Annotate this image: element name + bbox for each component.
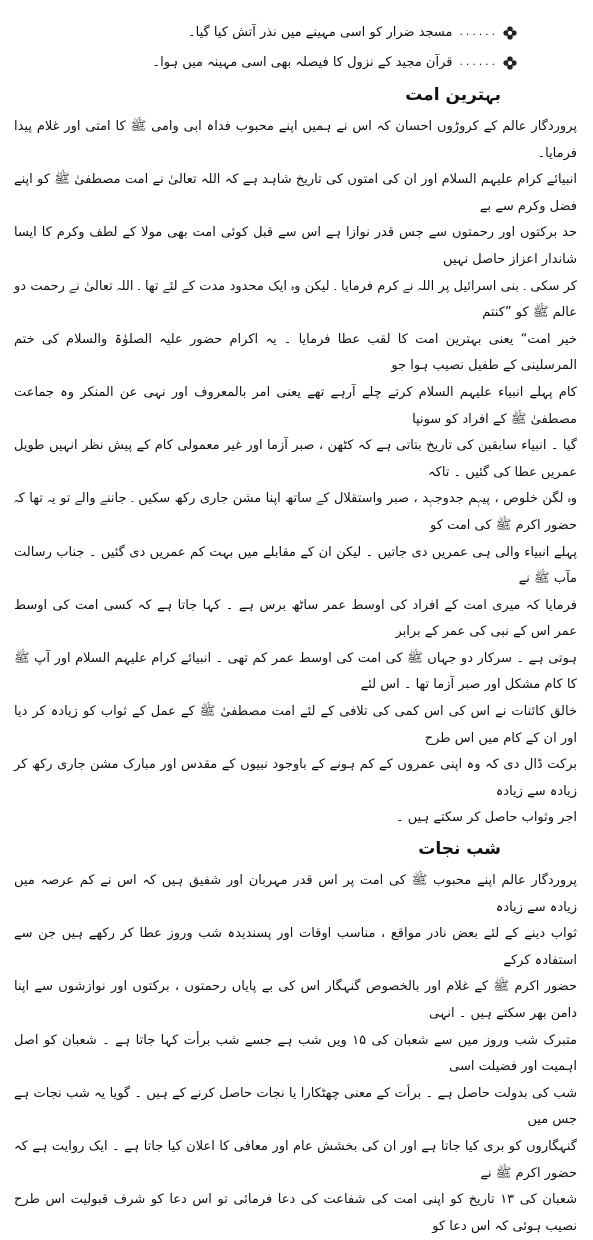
flower-bullet-icon (503, 56, 517, 70)
text-line: گیا ۔ انبیاء سابقین کی تاریخ بتاتی ہے کہ کٹھن ، صبر آزما اور غیر معمولی کام کے پیش نظر انہیں طویل عمریں عطا کی گئیں ۔ تاکہ (14, 438, 577, 480)
flower-bullet-icon (503, 26, 517, 40)
text-line: پروردگار عالم کے کروڑوں احسان کہ اس نے ہمیں اپنے محبوب فداہ ابی وامی ﷺ کا امتی اور غلام پیدا فرمایا۔ (14, 119, 577, 161)
section-body (10, 114, 577, 832)
text-line: پروردگار عالم اپنے محبوب ﷺ کی امت پر اس قدر مہربان اور شفیق ہیں کہ اس نے کم عرصہ میں زیادہ سے زیادہ (14, 873, 577, 915)
text-line: حضور اکرم ﷺ کے غلام اور بالخصوص گنہگار اس کی بے پایاں رحمتوں ، برکتوں اور نوازشوں سے اپنا دامن بھر سکتے ہیں ۔ انہی (14, 979, 577, 1021)
text-line: برکت ڈال دی کہ وہ اپنی عمروں کے کم ہونے کے باوجود نبیوں کے مقدس اور مبارک مشن جاری رکھ کر زیادہ سے زیادہ (14, 757, 577, 799)
text-line: گنہگاروں کو بری کیا جاتا ہے اور ان کی بخشش عام اور معافی کا اعلان کیا جاتا ہے ۔ ایک روایت ہے کہ حضور اکرم ﷺ نے (14, 1138, 577, 1181)
text-line: ہوتی ہے ۔ سرکار دو جہاں ﷺ کی امت کی اوسط عمر کم تھی ۔ انبیائے کرام علیہم السلام اور آپ ﷺ کا کام مشکل اور صبر آزما تھا ۔ اس لئے (14, 650, 577, 693)
text-line: کام پہلے انبیاء علیہم السلام کرتے چلے آرہے تھے یعنی امر بالمعروف اور نہی عن المنکر وہ جماعت مصطفیٰ ﷺ کے افراد کو سونپا (14, 384, 577, 427)
text-line: شعبان کی ۱۳ تاریخ کو اپنی امت کی شفاعت کی دعا فرمائی تو اس دعا کو شرف قبولیت اس طرح نصیب ہوئی کہ اس دعا کو (14, 1192, 577, 1234)
text-line: حد برکتوں اور رحمتوں سے جس قدر نوازا ہے اس سے قبل کوئی امت بھی مولا کے لطف وکرم کا ایسا شاندار اعزاز حاصل نہیں (14, 225, 577, 267)
text-line: کر سکی ۔ بنی اسرائیل پر اللہ نے کرم فرمایا ۔ لیکن وہ ایک محدود مدت کے لئے تھا ۔ اللہ تعالیٰ نے رحمت دو عالم ﷺ کو ”کنتم (14, 278, 577, 321)
section-heading: شب نجات (418, 839, 501, 860)
section-body (10, 868, 577, 1240)
text-line: فرمایا کہ میری امت کے افراد کی اوسط عمر ساٹھ برس ہے ۔ کہا جاتا ہے کہ کسی امت کی اوسط عمر اس کے نبی کی عمر کے برابر (14, 597, 577, 640)
section-heading: بہترین امت (405, 85, 501, 105)
bullet-list (10, 18, 577, 78)
text-line: متبرک شب وروز میں سے شعبان کی ۱۵ ویں شب ہے جسے شب برأت کہا جاتا ہے ۔ شعبان کو اصل اہمیت اور فضیلت اسی (14, 1032, 577, 1075)
text-line: وہ لگن خلوص ، پیہم جدوجہد ، صبر واستقلال کے ساتھ اپنا مشن جاری رکھ سکیں ۔ جاننے والے تو یہ تھا کہ حضور اکرم ﷺ کی امت کو (14, 491, 577, 533)
bullet-item (10, 18, 577, 48)
text-line: خالق کائنات نے اس کی اس کمی کی تلافی کے لئے امت مصطفیٰ ﷺ کے عمل کے ثواب کو زیادہ کر دیا اور ان کے کام میں اس طرح (14, 704, 577, 746)
text-line: پہلے انبیاء والی ہی عمریں دی جاتیں ۔ لیکن ان کے مقابلے میں بہت کم عمریں دی گئیں ۔ جناب رسالت مآب ﷺ نے (14, 544, 577, 587)
text-line: اجر وثواب حاصل کر سکتے ہیں ۔ (396, 810, 577, 826)
bullet-item (10, 48, 577, 78)
text-line: ثواب دینے کے لئے بعض نادر مواقع ، مناسب اوقات اور پسندیدہ شب وروز عطا کر رکھے ہیں جن سے استفادہ کرکے (14, 926, 577, 968)
bullet-text: قرآن مجید کے نزول کا فیصلہ بھی اسی مہینہ میں ہوا۔ (152, 55, 453, 70)
bullet-leader-dots: ...... (458, 28, 497, 38)
text-line: شب کی بدولت حاصل ہے ۔ برأت کے معنی چھٹکارا یا نجات حاصل کرنے کے ہیں ۔ گویا یہ شب نجات ہے جس میں (14, 1085, 577, 1128)
bullet-text: مسجد ضرار کو اسی مہینے میں نذر آتش کیا گیا۔ (188, 25, 453, 40)
text-line: انبیائے کرام علیہم السلام اور ان کی امتوں کی تاریخ شاہد ہے کہ اللہ تعالیٰ نے امت مصطفیٰ ﷺ کو اپنے فضل وکرم سے بے (14, 172, 577, 214)
text-line: خیر امت“ یعنی بہترین امت کا لقب عطا فرمایا ۔ یہ اکرام حضور علیہ الصلوٰۃ والسلام کی ختم المرسلینی کے طفیل نصیب ہوا جو (14, 331, 577, 374)
bullet-leader-dots: ...... (458, 58, 497, 68)
